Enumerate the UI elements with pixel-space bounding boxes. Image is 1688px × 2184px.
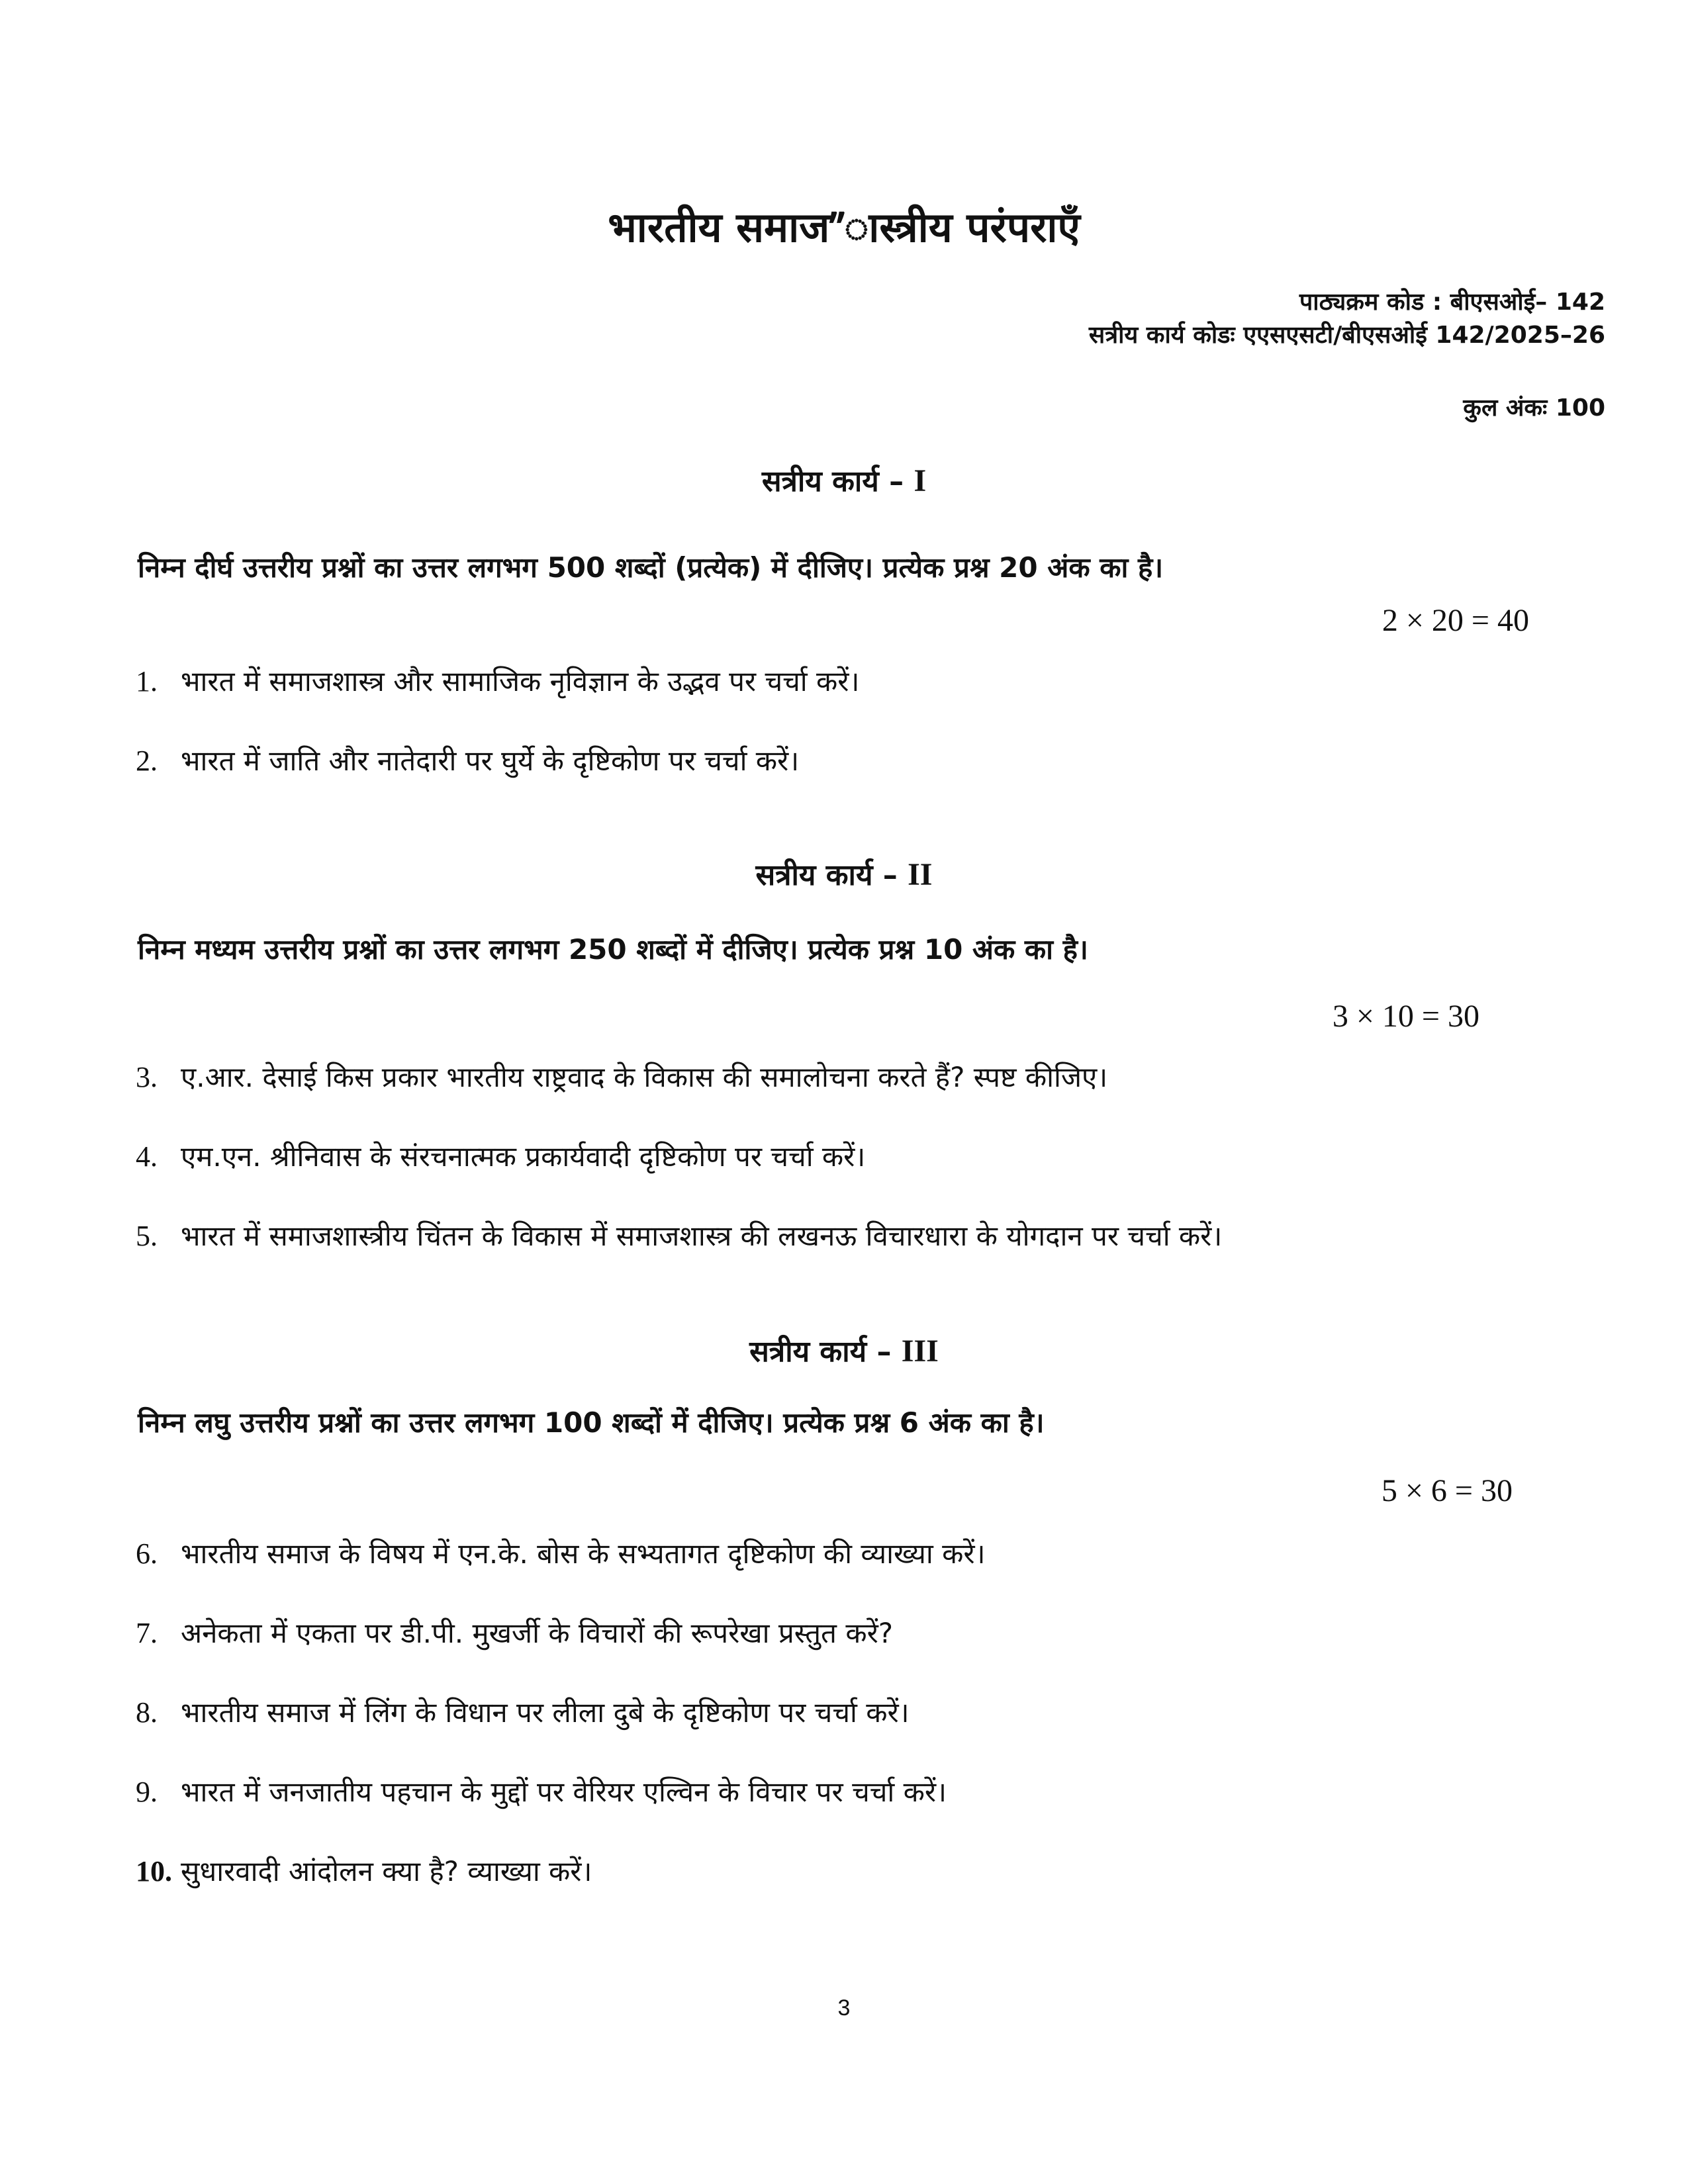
question-text: भारत में समाजशास्त्रीय चिंतन के विकास में समाजशास्त्र की लखनऊ विचारधारा के योगदान पर चर्चा करें। <box>181 1220 1223 1252</box>
question-number: 7. <box>136 1617 158 1649</box>
question-text: भारत में जनजातीय पहचान के मुद्दों पर वेरियर एल्विन के विचार पर चर्चा करें। <box>181 1776 947 1808</box>
question-number: 5. <box>136 1220 158 1252</box>
section-marks: 2 × 20 = 40 <box>1382 603 1529 638</box>
question-item <box>136 1137 865 1175</box>
question-text: भारतीय समाज में लिंग के विधान पर लीला दुबे के दृष्टिकोण पर चर्चा करें। <box>181 1696 910 1729</box>
section-heading <box>0 1330 1688 1370</box>
question-item <box>136 741 799 779</box>
section-roman-numeral: III <box>901 1334 939 1369</box>
section-marks: 3 × 10 = 30 <box>1332 999 1479 1034</box>
question-text: भारत में जाति और नातेदारी पर घुर्ये के दृष्टिकोण पर चर्चा करें। <box>181 745 800 777</box>
question-item <box>136 1216 1222 1254</box>
assignment-code: सत्रीय कार्य कोडः एएसएसटी/बीएसओई 142/2025–26 <box>1088 322 1605 349</box>
section-heading-label: सत्रीय कार्य – <box>755 858 898 892</box>
section-roman-numeral: I <box>914 463 927 498</box>
question-text: एम.एन. श्रीनिवास के संरचनात्मक प्रकार्यवादी दृष्टिकोण पर चर्चा करें। <box>181 1140 866 1173</box>
question-text: भारत में समाजशास्त्र और सामाजिक नृविज्ञान के उद्भव पर चर्चा करें। <box>181 665 860 698</box>
section-heading <box>0 854 1688 893</box>
section-instruction: निम्न दीर्घ उत्तरीय प्रश्नों का उत्तर लगभग 500 शब्दों (प्रत्येक) में दीजिए। प्रत्येक प्रश्न 20 अंक का है। <box>138 551 1164 584</box>
question-text: भारतीय समाज के विषय में एन.के. बोस के सभ्यतागत दृष्टिकोण की व्याख्या करें। <box>181 1537 986 1570</box>
question-text: अनेकता में एकता पर डी.पी. मुखर्जी के विचारों की रूपरेखा प्रस्तुत करें? <box>181 1617 894 1649</box>
page-number: 3 <box>837 1995 851 2021</box>
question-text: ए.आर. देसाई किस प्रकार भारतीय राष्ट्रवाद के विकास की समालोचना करते हैं? स्पष्ट कीजिए। <box>181 1061 1108 1093</box>
question-text: सुधारवादी आंदोलन क्या है? व्याख्या करें। <box>181 1855 592 1888</box>
section-roman-numeral: II <box>908 857 933 892</box>
question-item <box>136 662 859 700</box>
section-marks: 5 × 6 = 30 <box>1381 1473 1513 1508</box>
question-item <box>136 1614 893 1651</box>
question-item <box>136 1534 986 1572</box>
course-code: पाठ्यक्रम कोड : बीएसओई– 142 <box>1299 289 1605 316</box>
question-item <box>136 1772 947 1810</box>
question-item <box>136 1058 1107 1095</box>
question-number: 3. <box>136 1061 158 1093</box>
section-heading-label: सत्रीय कार्य – <box>761 465 904 498</box>
question-item <box>136 1693 910 1731</box>
question-number: 9. <box>136 1776 158 1808</box>
question-number: 6. <box>136 1537 158 1570</box>
section-instruction: निम्न लघु उत्तरीय प्रश्नों का उत्तर लगभग 100 शब्दों में दीजिए। प्रत्येक प्रश्न 6 अंक का है। <box>138 1406 1045 1439</box>
total-marks: कुल अंकः 100 <box>1463 394 1605 422</box>
question-item <box>136 1852 592 1889</box>
section-heading <box>0 460 1688 500</box>
question-number: 8. <box>136 1696 158 1729</box>
section-heading-label: सत्रीय कार्य – <box>749 1335 892 1369</box>
section-instruction: निम्न मध्यम उत्तरीय प्रश्नों का उत्तर लगभग 250 शब्दों में दीजिए। प्रत्येक प्रश्न 10 अंक का है। <box>138 933 1088 966</box>
page-title: भारतीय समाज”ास्त्रीय परंपराएँ <box>608 203 1080 251</box>
question-number: 4. <box>136 1140 158 1173</box>
question-number: 2. <box>136 745 158 777</box>
question-number: 1. <box>136 665 158 698</box>
question-number: 10. <box>136 1855 172 1888</box>
